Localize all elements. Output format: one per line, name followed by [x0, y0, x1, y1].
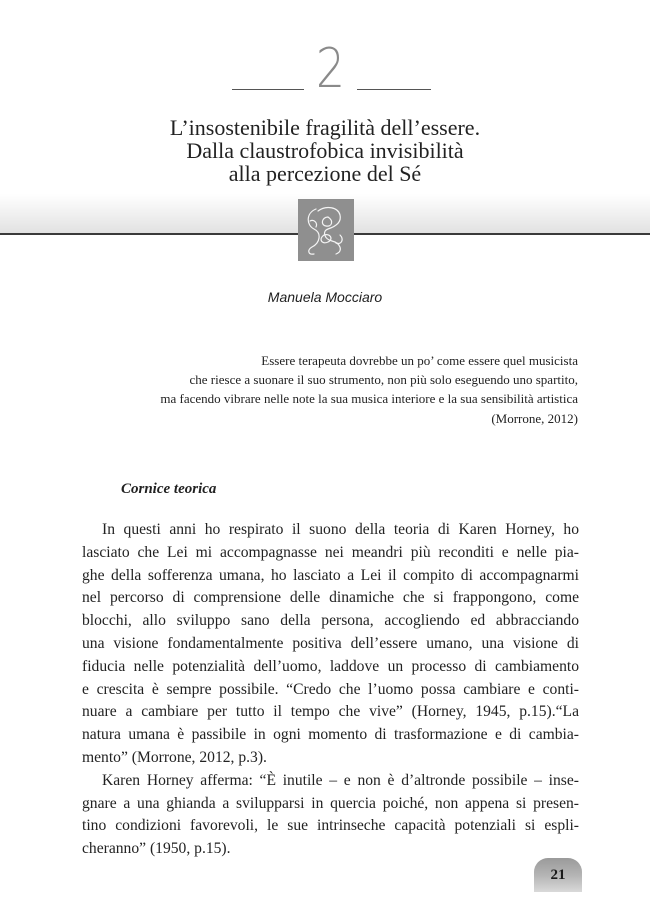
author-name: Manuela Mocciaro [267, 289, 383, 305]
chapter-title-line: L’insostenibile fragilità dell’essere. [169, 115, 481, 140]
epigraph-line: che riesce a suonare il suo strumento, non più solo eseguendo uno spartito, [189, 372, 578, 388]
text-line: natura umana è passibile in ogni momento di trasformazione e di cambia- [82, 726, 579, 744]
text-line: e crescita è sempre possibile. “Credo che l’uomo possa cambiare e conti- [82, 680, 579, 698]
chapter-rule-right [357, 89, 431, 90]
text-line: cheranno” (1950, p.15). [82, 840, 231, 858]
chapter-number: 2 [315, 37, 345, 100]
text-line: In questi anni ho respirato il suono della teoria di Karen Horney, ho [102, 521, 579, 538]
chapter-title-line: alla percezione del Sé [228, 161, 422, 186]
text-line: una visione fondamentalmente positiva dell’essere umano, una visione di [82, 634, 579, 652]
epigraph-line: ma facendo vibrare nelle note la sua musica interiore e la sua sensibilità artistica [160, 391, 578, 407]
chapter-title [90, 116, 560, 185]
text-line: tino condizioni favorevoli, le sue intrinseche capacità potenziali si espli- [82, 817, 579, 835]
chapter-rule-left [232, 89, 304, 90]
text-line: nuare a cambiare per tutto il tempo che vive” (Horney, 1945, p.15).“La [82, 703, 579, 721]
section-heading: Cornice teorica [121, 481, 217, 497]
text-line: nel percorso di comprensione delle dinamiche che si frappongono, come [82, 589, 579, 607]
body-text [82, 519, 579, 861]
text-line: fiducia nelle potenzialità dell’uomo, laddove un processo di cambiamento [82, 657, 579, 675]
ornamental-knot-icon [298, 199, 354, 261]
epigraph-citation: (Morrone, 2012) [491, 410, 578, 426]
text-line: ghe della sofferenza umana, ho lasciato a Lei il compito di accompagnarmi [82, 566, 579, 584]
paragraph [82, 519, 579, 770]
text-line: Karen Horney afferma: “È inutile – e non è d’altronde possibile – inse- [102, 771, 579, 789]
text-line: lasciato che Lei mi accompagnasse nei meandri più reconditi e nelle pia- [82, 543, 579, 561]
epigraph-line: Essere terapeuta dovrebbe un po’ come essere quel musicista [261, 353, 578, 368]
page-number: 21 [550, 867, 566, 883]
text-line: mento” (Morrone, 2012, p.3). [82, 748, 267, 766]
text-line: blocchi, allo sviluppo sano della persona, accogliendo ed abbracciando [82, 612, 579, 630]
text-line: gnare a una ghianda a svilupparsi in quercia poiché, non appena si presen- [82, 794, 579, 812]
chapter-title-line: Dalla claustrofobica invisibilità [186, 138, 464, 163]
epigraph [58, 351, 578, 428]
paragraph [82, 770, 579, 861]
